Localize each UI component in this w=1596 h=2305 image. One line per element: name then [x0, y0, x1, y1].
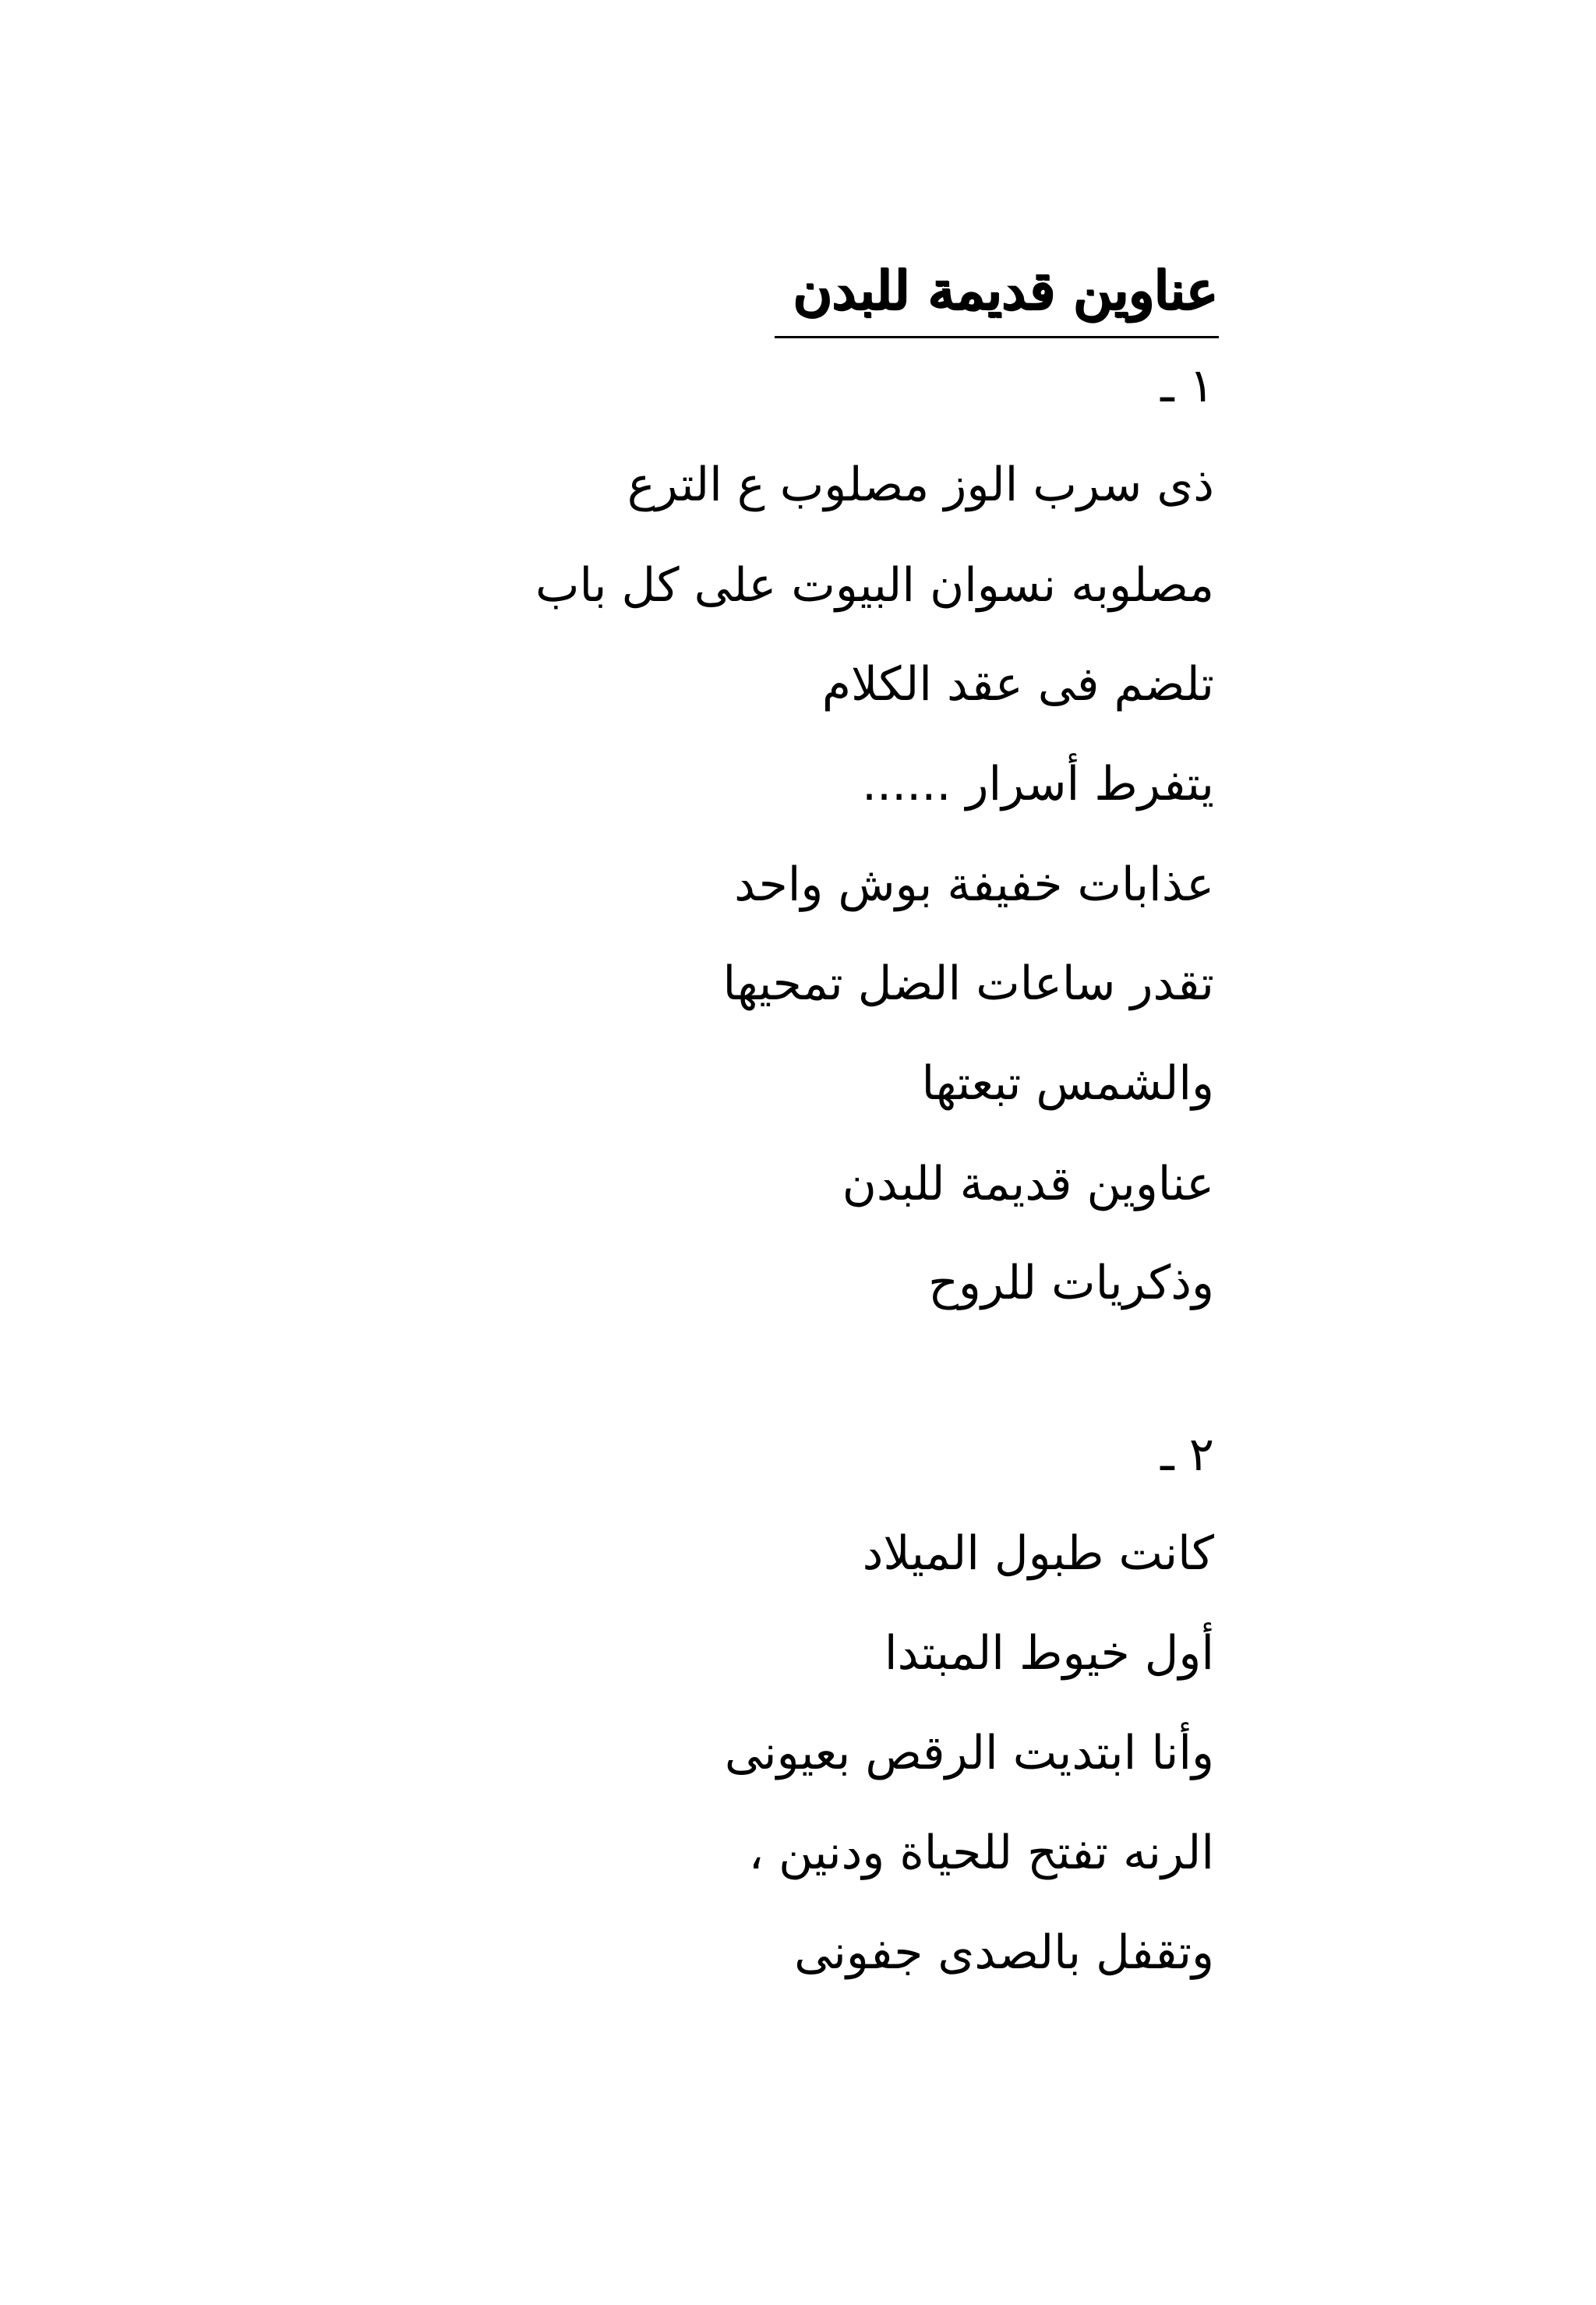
poem-line: أول خيوط المبتدا [884, 1626, 1214, 1681]
section-number-1: ١ ـ [1160, 359, 1214, 413]
poem-line: عذابات خفيفة بوش واحد [734, 857, 1214, 912]
poem-line: وذكريات للروح [928, 1256, 1214, 1310]
poem-line: تقدر ساعات الضل تمحيها [722, 956, 1214, 1011]
poem-line: الرنه تفتح للحياة ودنين ، [748, 1826, 1214, 1880]
poem-line: وتقفل بالصدى جفونى [794, 1925, 1214, 1980]
poem-line: مصلوبه نسوان البيوت على كل باب [535, 558, 1214, 613]
poem-line: كانت طبول الميلاد [862, 1526, 1214, 1581]
poem-line: والشمس تبعتها [921, 1056, 1214, 1111]
poem-title: عناوين قديمة للبدن [793, 260, 1218, 322]
poem-line: وأنا ابتديت الرقص بعيونى [724, 1726, 1214, 1780]
poem-line: ذى سرب الوز مصلوب ع الترع [627, 458, 1214, 512]
poem-line: يتفرط أسرار ...... [861, 757, 1214, 811]
poem-line: تلضم فى عقد الكلام [821, 657, 1214, 712]
poem-line: عناوين قديمة للبدن [842, 1157, 1214, 1211]
section-number-2: ٢ ـ [1160, 1427, 1214, 1482]
title-underline [775, 336, 1219, 338]
